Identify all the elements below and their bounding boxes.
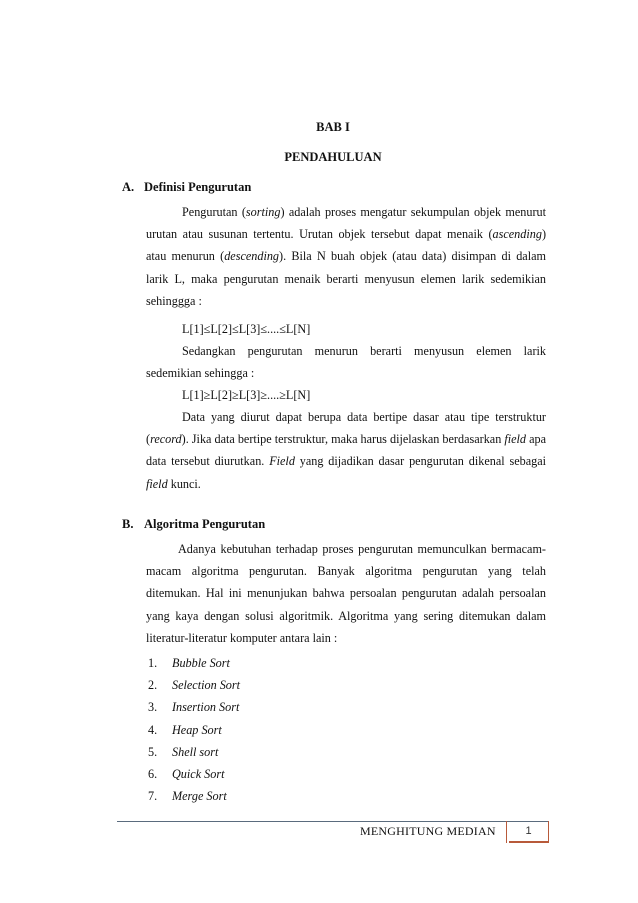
section-b-paragraph-1: Adanya kebutuhan terhadap proses pengurutan memunculkan bermacam-macam algoritma pengurutan. Banyak algoritma pengurutan yang telah ditemukan. Hal ini menunjukan bahwa persoalan pengurutan adalah persoalan yang kaya dengan solusi algoritmik. Algoritma yang sering ditemukan dalam literatur-literatur komputer antara lain : [146,542,546,645]
section-a-heading [122,180,251,195]
chapter-label: BAB I [316,120,350,134]
footer-divider [506,821,507,843]
term-field-capital: Field [269,454,295,469]
formula-descending: L[1]≥L[2]≥L[3]≥....≥L[N] [182,388,311,402]
term-ascending: ascending [492,227,542,242]
section-a-paragraph-2: Sedangkan pengurutan menurun berarti menyusun elemen larik sedemikian sehingga : [146,344,546,381]
page-number: 1 [509,821,549,843]
section-a-letter: A. [122,180,135,194]
term-sorting: sorting [245,205,281,219]
footer-rule [117,821,549,822]
footer-running-title: MENGHITUNG MEDIAN [360,824,496,838]
list-item: 1. Bubble Sort [148,656,230,670]
section-a-paragraph-3: Data yang diurut dapat berupa data bertipe dasar atau tipe terstruktur (record). Jika data bertipe terstruktur, maka harus dijelaskan berdasarkan field apa data tersebut diurutkan. Field yang dijadikan dasar pengurutan dikenal sebagai field kunci. [146,410,547,491]
sorting-algorithm-list [146,652,240,807]
list-item: 7. Merge Sort [148,789,227,804]
term-descending: descending [224,249,280,264]
term-record: record [150,432,182,447]
list-item: 2. Selection Sort [148,678,241,693]
list-item: 3. Insertion Sort [148,700,240,715]
chapter-title: PENDAHULUAN [284,150,382,164]
section-b-heading [122,517,265,532]
section-b-letter: B. [122,517,134,531]
section-b-title: Algoritma Pengurutan [144,517,266,531]
term-field: field [504,432,527,447]
term-field-key: field [146,476,168,491]
section-a-paragraph-1: Pengurutan (sorting) adalah proses mengatur sekumpulan objek menurut urutan atau susunan tertentu. Urutan objek tersebut dapat menaik (ascending) atau menurun (descending). Bila N buah objek (atau data) disimpan di dalam larik L, maka pengurutan menaik berarti menyusun elemen larik sedemikian sehinggga : [146,205,546,308]
list-item: 4. Heap Sort [148,722,222,737]
list-item: 5. Shell sort [148,744,219,759]
list-item: 6. Quick Sort [148,766,225,781]
formula-ascending: L[1]≤L[2]≤L[3]≤....≤L[N] [182,322,311,336]
section-a-title: Definisi Pengurutan [144,180,252,194]
